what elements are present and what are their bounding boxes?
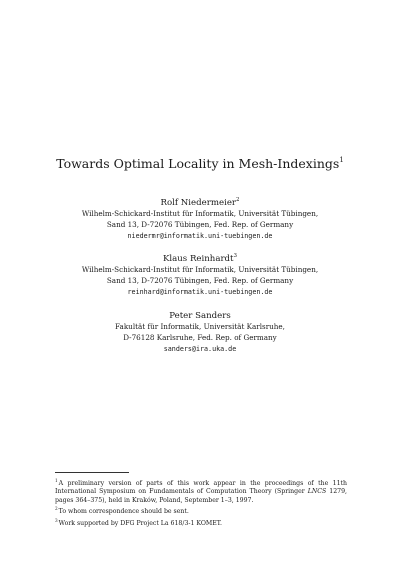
author-footnote-mark: 2: [236, 197, 240, 203]
paper-title: [0, 152, 400, 172]
author-name: [0, 307, 400, 322]
author-affiliation-line-1: Fakultät für Informatik, Universität Karlsruhe,: [115, 322, 285, 331]
author-block-1: [0, 194, 400, 241]
footnote-1-text-a: A preliminary version of parts of this work appear in the proceedings of the 11th International Symposium on Fundamentals of Computation Theory (Springer: [55, 480, 347, 496]
footnote-1-italic: LNCS: [307, 488, 327, 496]
author-email: niedermr@informatik.uni-tuebingen.de: [127, 231, 273, 240]
footnote-2: [55, 505, 347, 516]
author-affiliation-line-2: Sand 13, D-72076 Tübingen, Fed. Rep. of Germany: [106, 219, 294, 229]
author-name: [0, 250, 400, 265]
author-affiliation-line-2: Sand 13, D-72076 Tübingen, Fed. Rep. of Germany: [106, 275, 294, 285]
footnote-3: [55, 517, 347, 528]
paper-title-text: Towards Optimal Locality in Mesh-Indexings: [56, 156, 340, 171]
author-footnote-mark: 3: [233, 253, 238, 259]
author-affiliation-line-1: Wilhelm-Schickard-Institut für Informatik, Universität Tübingen,: [81, 265, 319, 274]
footnote-2-mark: 2: [55, 506, 58, 512]
footnote-rule: [55, 472, 129, 473]
footnote-1-text-b: 1279, pages 364–375), held in Kraków, Poland, September 1–3, 1997.: [55, 488, 347, 504]
author-affiliation-line-2: D-76128 Karlsruhe, Fed. Rep. of Germany: [123, 332, 277, 342]
author-name-text: Peter Sanders: [169, 311, 231, 321]
footnotes: [55, 472, 347, 528]
author-affiliation-line-1: Wilhelm-Schickard-Institut für Informatik, Universität Tübingen,: [81, 209, 319, 218]
author-block-2: [0, 250, 400, 297]
author-email: sanders@ira.uka.de: [163, 344, 237, 353]
author-email: reinhard@informatik.uni-tuebingen.de: [127, 287, 273, 296]
author-name-text: Rolf Niedermeier: [160, 198, 237, 208]
footnote-1-mark: 1: [55, 478, 58, 483]
footnote-3-text: Work supported by DFG Project La 618/3-1 KOMET.: [58, 519, 222, 527]
author-block-3: [0, 307, 400, 354]
footnote-3-mark: 3: [55, 517, 58, 523]
footnote-1: [55, 477, 347, 505]
footnote-2-text: To whom correspondence should be sent.: [58, 508, 189, 516]
author-name-text: Klaus Reinhardt: [162, 254, 234, 264]
author-name: [0, 194, 400, 209]
title-footnote-mark: 1: [339, 156, 344, 164]
